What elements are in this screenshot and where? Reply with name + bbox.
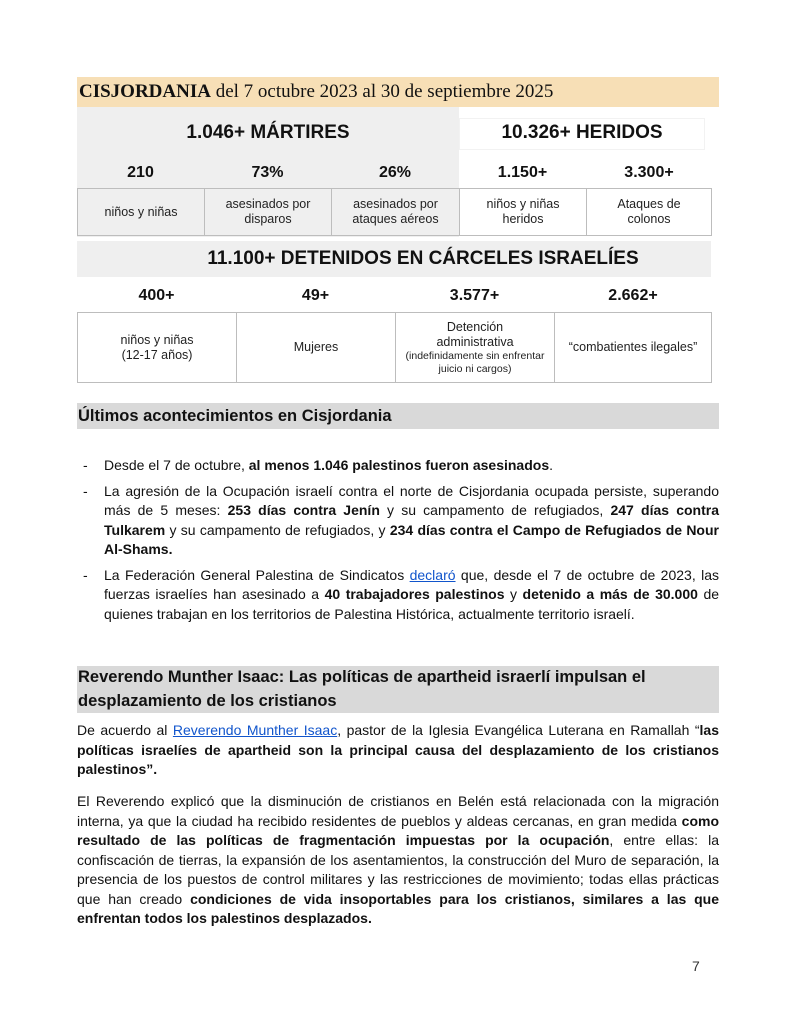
martyrs-headline: 1.046+ MÁRTIRES bbox=[186, 122, 350, 143]
text: De acuerdo al bbox=[77, 722, 173, 738]
stat-label-cell bbox=[395, 312, 555, 383]
wounded-headline: 10.326+ HERIDOS bbox=[501, 122, 663, 143]
list-item bbox=[77, 566, 719, 625]
stat-label: niños y niñas bbox=[104, 204, 178, 219]
bold-text: 253 días contra Jenín bbox=[227, 502, 380, 518]
stat-value: 49+ bbox=[301, 287, 330, 304]
bullet-dash: - bbox=[83, 457, 88, 473]
stat-value: 2.662+ bbox=[608, 287, 658, 304]
bold-text: 40 trabajadores palestinos bbox=[324, 586, 505, 602]
title-date-range: del 7 octubre 2023 al 30 de septiembre 2025 bbox=[210, 81, 554, 102]
stat-value: 3.577+ bbox=[449, 287, 500, 304]
bold-text: 234 días contra el Campo de Refugiados de Nour Al-Shams. bbox=[104, 521, 719, 557]
bullet-dash: - bbox=[83, 482, 88, 499]
stat-label-cell bbox=[586, 188, 712, 236]
page-number: 7 bbox=[692, 958, 700, 974]
reverend-paragraph-2 bbox=[77, 792, 719, 929]
detainees-headline: 11.100+ DETENIDOS EN CÁRCELES ISRAELÍES bbox=[207, 248, 639, 269]
stat-label: “combatientes ilegales” bbox=[568, 340, 698, 354]
stat-label: Ataques de colonos bbox=[617, 197, 681, 226]
stat-label: asesinados por ataques aéreos bbox=[352, 197, 439, 226]
stat-sublabel: (12-17 años) bbox=[121, 347, 193, 362]
latest-bullet-list bbox=[77, 456, 719, 630]
text: y su campamento de refugiados, y bbox=[165, 521, 390, 538]
section-heading-latest: Últimos acontecimientos en Cisjordania bbox=[77, 403, 719, 429]
stat-label-cell bbox=[331, 188, 460, 236]
bullet-dash: - bbox=[83, 566, 88, 583]
reverend-link[interactable]: Reverendo Munther Isaac bbox=[172, 722, 338, 738]
stat-label-cell bbox=[204, 188, 332, 236]
reverend-paragraph-1 bbox=[77, 721, 719, 780]
stat-value: 26% bbox=[378, 164, 412, 181]
stat-label-cell bbox=[236, 312, 396, 383]
text: . bbox=[549, 457, 553, 473]
stat-label: asesinados por disparos bbox=[225, 197, 311, 226]
bold-text: 247 días contra Tulkarem bbox=[104, 502, 719, 538]
text: Desde el 7 de octubre, bbox=[104, 457, 249, 473]
declaro-link[interactable]: declaró bbox=[409, 566, 456, 583]
stat-value: 3.300+ bbox=[624, 164, 674, 181]
stat-sublabel: (indefinidamente sin enfrentar juicio ni cargos) bbox=[405, 349, 545, 375]
stat-value: 1.150+ bbox=[497, 164, 548, 181]
bold-text: al menos 1.046 palestinos fueron asesinados bbox=[248, 457, 550, 473]
text: y bbox=[504, 586, 523, 602]
stat-label-cell bbox=[554, 312, 712, 383]
text: que, desde el 7 de octubre de 2023, las fuerzas israelíes han asesinado a bbox=[104, 566, 720, 602]
stat-label-cell bbox=[77, 188, 205, 236]
text: La Federación General Palestina de Sindicatos bbox=[104, 566, 410, 583]
text: , pastor de la Iglesia Evangélica Luterana en Ramallah “ bbox=[337, 722, 700, 738]
stat-value: 73% bbox=[251, 164, 284, 181]
stat-label-cell bbox=[459, 188, 587, 236]
stat-label: Detención administrativa bbox=[436, 319, 514, 349]
stat-label-cell bbox=[77, 312, 237, 383]
stat-label: niños y niñas heridos bbox=[486, 197, 560, 226]
text: y su campamento de refugiados, bbox=[379, 502, 611, 518]
stat-label: Mujeres bbox=[293, 340, 339, 354]
section-title-bar bbox=[77, 77, 719, 107]
bold-text: las políticas israelíes de apartheid son la principal causa del desplazamiento de los cristianos palestinos”. bbox=[77, 722, 720, 777]
text: , entre ellas: la confiscación de tierras, la expansión de los asentamientos, la construcción del Muro de separación, la presencia de los puestos de control militares y las restricciones de movimiento; todas ellas prácticas que han creado bbox=[77, 832, 719, 907]
text: La agresión de la Ocupación israelí contra el norte de Cisjordania ocupada persiste, superando más de 5 meses: bbox=[104, 482, 719, 518]
text: El Reverendo explicó que la disminución de cristianos en Belén está relacionada con la migración interna, ya que la ciudad ha recibido residentes de pueblos y aldeas cercanas, en gran medida bbox=[77, 793, 719, 829]
stat-value: 210 bbox=[127, 164, 154, 181]
text: de quienes trabajan en los territorios de Palestina Histórica, actualmente territorio israelí. bbox=[104, 586, 720, 622]
section-heading-reverend: Reverendo Munther Isaac: Las políticas de apartheid israerlí impulsan el desplazamiento de los cristianos bbox=[77, 666, 719, 713]
bold-text: como resultado de las políticas de fragmentación impuestas por la ocupación bbox=[77, 812, 719, 848]
list-item bbox=[77, 482, 719, 560]
list-item bbox=[77, 456, 719, 476]
stat-value: 400+ bbox=[138, 287, 175, 304]
bold-text: detenido a más de 30.000 bbox=[522, 586, 698, 602]
stat-label: niños y niñas bbox=[120, 332, 194, 347]
bold-text: condiciones de vida insoportables para los cristianos, similares a las que enfrentan todos los palestinos desplazados. bbox=[77, 890, 719, 926]
title-region: CISJORDANIA bbox=[79, 81, 211, 102]
